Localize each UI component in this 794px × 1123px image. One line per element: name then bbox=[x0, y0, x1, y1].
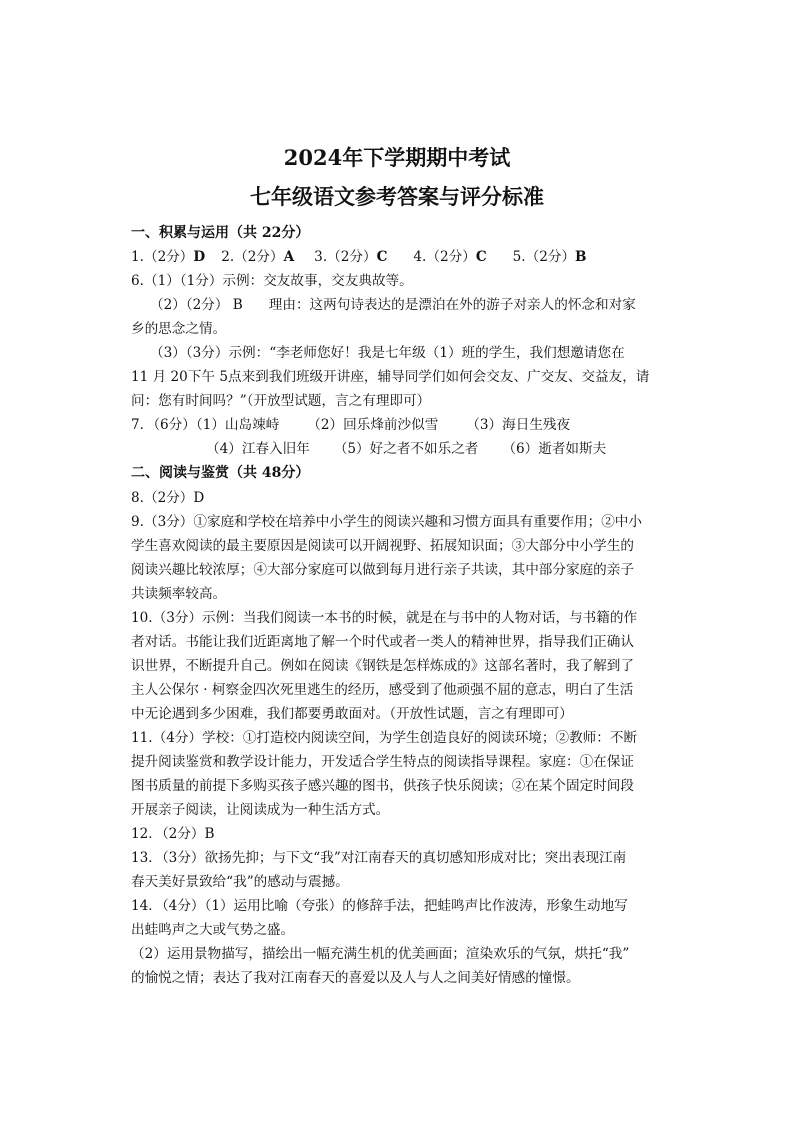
answer-key-title: 七年级语文参考答案与评分标准 bbox=[250, 184, 544, 209]
q13-answer-line1: 13．（3分）欲扬先抑；与下文“我”对江南春天的真切感知形成对比；突出表现江南 bbox=[131, 850, 627, 866]
mc-1-number: 1.（2分） bbox=[131, 249, 194, 265]
q6-1-answer: 6.（1）（1分）示例：交友故事，交友典故等。 bbox=[131, 273, 413, 289]
q11-answer-line1: 11.（4分）学校：①打造校内阅读空间，为学生创造良好的阅读环境；②教师：不断 bbox=[131, 730, 638, 746]
mc-4-number: 4.（2分） bbox=[413, 249, 476, 265]
q10-answer-line4: 主人公保尔 · 柯察金四次死里逃生的经历，感受到了他顽强不屈的意志，明白了生活 bbox=[131, 682, 634, 698]
q10-answer-line5: 中无论遇到多少困难，我们都要勇敢面对。（开放性试题，言之有理即可） bbox=[131, 706, 573, 722]
mc-3-number: 3.（2分） bbox=[314, 249, 377, 265]
q11-answer-line3: 图书质量的前提下多购买孩子感兴趣的图书，供孩子快乐阅读；②在某个固定时间段 bbox=[131, 778, 634, 794]
q14-answer-line2: 出蛙鸣声之大或气势之盛。 bbox=[131, 922, 295, 938]
q7-answers-row1 bbox=[131, 414, 671, 437]
q7-item-6: （6）逝者如斯夫 bbox=[502, 441, 607, 457]
mc-5-number: 5.（2分） bbox=[512, 249, 576, 265]
q6-2-reason: 理由：这两句诗表达的是漂泊在外的游子对亲人的怀念和对家 bbox=[268, 297, 636, 313]
q14-answer-line4: 的愉悦之情；表达了我对江南春天的喜爱以及人与人之间美好情感的憧憬。 bbox=[131, 970, 580, 986]
q14-answer-line1: 14．（4分）（1）运用比喻（夸张）的修辞手法，把蛙鸣声比作波涛，形象生动地写 bbox=[131, 898, 628, 914]
q6-3-answer-line2: 11 月 20下午 5点来到我们班级开讲座，辅导同学们如何会交友、广交友、交益友，请 bbox=[131, 369, 650, 385]
q12-answer: 12．（2分）B bbox=[131, 826, 215, 842]
q11-answer-line4: 开展亲子阅读，让阅读成为一种生活方式。 bbox=[131, 802, 390, 818]
q7-item-1: （1）山岛竦峙 bbox=[195, 417, 280, 433]
q7-answers-row2 bbox=[206, 438, 676, 461]
q14-answer-line3: （2）运用景物描写，描绘出一幅充满生机的优美画面；渲染欢乐的气氛，烘托“我” bbox=[131, 946, 630, 962]
q7-item-4: （4）江春入旧年 bbox=[206, 441, 310, 457]
mc-4-answer: C bbox=[475, 249, 487, 265]
q11-answer-line2: 提升阅读鉴赏和教学设计能力，开发适合学生特点的阅读指导课程。家庭：①在保证 bbox=[131, 754, 634, 770]
q6-3-answer-line1: （3）（3分）示例：“李老师您好！我是七年级（1）班的学生，我们想邀请您在 bbox=[150, 345, 625, 361]
mc-3-answer: C bbox=[376, 249, 388, 265]
q7-label: 7．（6分） bbox=[131, 417, 196, 433]
q9-answer-line4: 共读频率较高。 bbox=[131, 586, 227, 602]
q9-answer-line2: 学生喜欢阅读的最主要原因是阅读可以开阔视野、拓展知识面；③大部分中小学生的 bbox=[131, 538, 634, 554]
section-heading-1: 一、积累与运用（共 22分） bbox=[131, 225, 310, 241]
q13-answer-line2: 春天美好景致给“我”的感动与震撼。 bbox=[131, 874, 349, 890]
q8-answer: 8.（2分）D bbox=[131, 490, 205, 506]
mc-5-answer: B bbox=[575, 249, 587, 265]
q10-answer-line3: 识世界，不断提升自己。例如在阅读《钢铁是怎样炼成的》这部名著时，我了解到了 bbox=[131, 658, 634, 674]
q7-item-3: （3）海日生残夜 bbox=[466, 417, 571, 433]
mc-1-answer: D bbox=[193, 249, 206, 265]
q10-answer-line1: 10.（3分）示例：当我们阅读一本书的时候，就是在与书中的人物对话，与书籍的作 bbox=[131, 610, 638, 626]
exam-title: 2024年下学期期中考试 bbox=[283, 145, 511, 170]
section-heading-2: 二、阅读与鉴赏（共 48分） bbox=[131, 465, 310, 481]
mc-2-answer: A bbox=[283, 249, 295, 265]
q6-2-reason-cont: 乡的思念之情。 bbox=[131, 321, 227, 337]
q6-3-answer-line3: 问：您有时间吗？”（开放型试题，言之有理即可） bbox=[131, 393, 431, 409]
q7-item-2: （2）回乐烽前沙似雪 bbox=[307, 417, 439, 433]
q6-2-choice: （2）（2分） B bbox=[150, 297, 243, 313]
q7-item-5: （5）好之者不如乐之者 bbox=[333, 441, 479, 457]
q9-answer-line3: 阅读兴趣比较浓厚；④大部分家庭可以做到每月进行亲子共读，其中部分家庭的亲子 bbox=[131, 562, 634, 578]
multiple-choice-answers bbox=[131, 246, 671, 269]
q10-answer-line2: 者对话。书能让我们近距离地了解一个时代或者一类人的精神世界，指导我们正确认 bbox=[131, 634, 634, 650]
q6-2-answer bbox=[150, 294, 670, 317]
q9-answer-line1: 9.（3分）①家庭和学校在培养中小学生的阅读兴趣和习惯方面具有重要作用；②中小 bbox=[131, 514, 642, 530]
mc-2-number: 2.（2分） bbox=[221, 249, 284, 265]
